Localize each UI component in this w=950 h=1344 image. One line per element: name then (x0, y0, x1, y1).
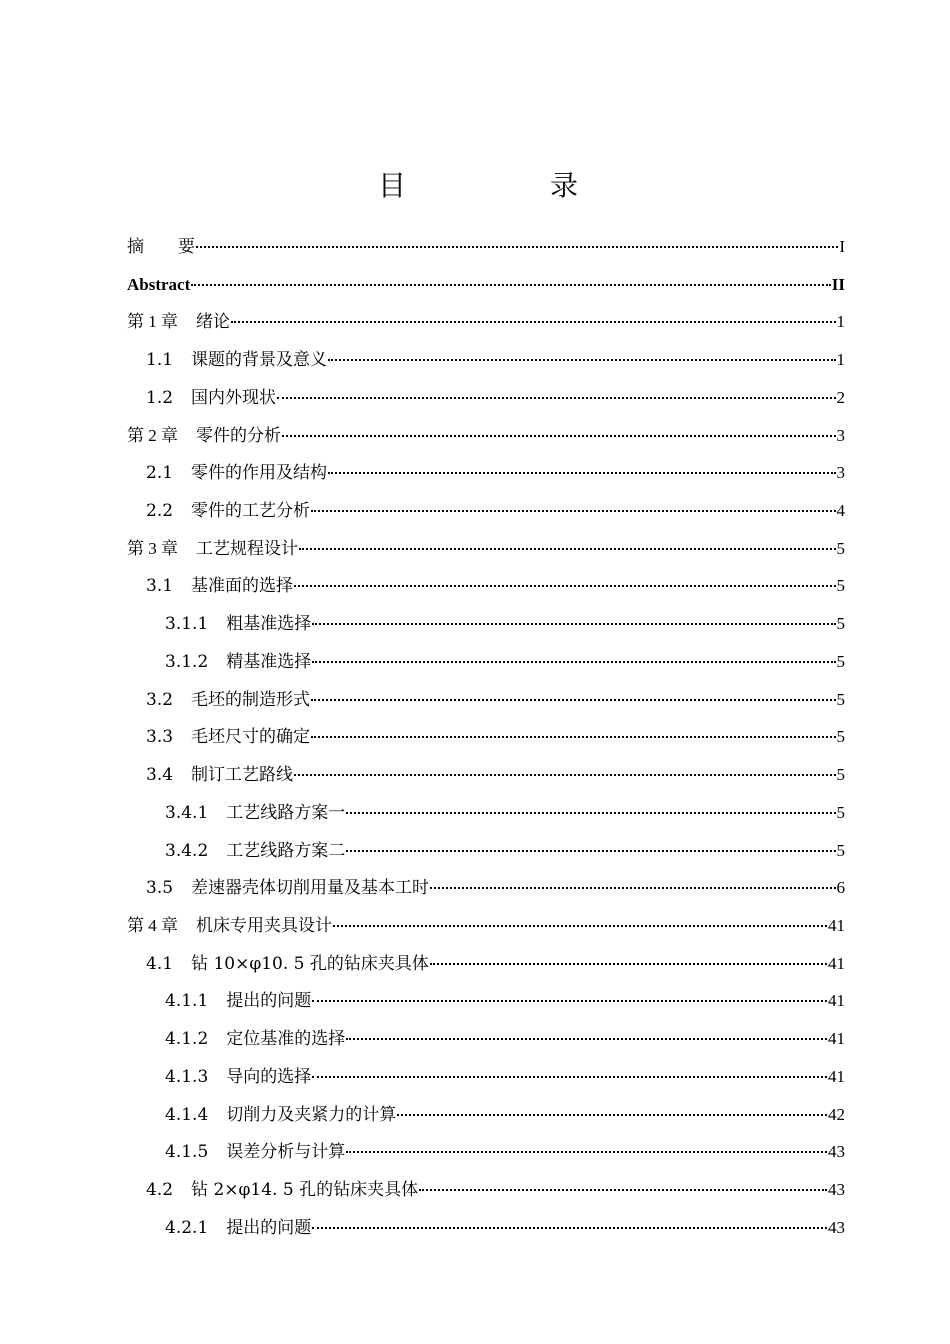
toc-entry-label: 定位基准的选择 (226, 1029, 346, 1050)
toc-entry-label: 摘 要 (127, 237, 195, 257)
toc-entry-3-5[interactable] (127, 869, 845, 907)
toc-entry-number: 3.2 (146, 689, 174, 710)
toc-entry-label: 制订工艺路线 (191, 765, 294, 786)
toc-entry-label: 差速器壳体切削用量及基本工时 (191, 878, 430, 899)
toc-entry-4-2[interactable] (127, 1171, 845, 1209)
toc-page-number: 41 (828, 915, 845, 935)
toc-entry-abstract-cn[interactable] (127, 228, 845, 266)
toc-entry-1-2[interactable] (127, 379, 845, 417)
toc-list (127, 228, 845, 1246)
toc-entry-number: 2.2 (146, 501, 174, 522)
toc-entry-3-4-2[interactable] (127, 832, 845, 870)
dot-leader (346, 1151, 827, 1153)
toc-entry-4-2-1[interactable] (127, 1209, 845, 1247)
toc-entry-label: 毛坯尺寸的确定 (191, 727, 311, 748)
toc-entry-number: 4.1.5 (165, 1142, 209, 1163)
toc-entry-label: 绪论 (196, 312, 230, 333)
toc-page-number: 5 (836, 727, 845, 747)
dot-leader (312, 1000, 827, 1002)
dot-leader (430, 887, 835, 889)
toc-entry-label: 切削力及夹紧力的计算 (226, 1104, 397, 1125)
dot-leader (328, 359, 835, 361)
toc-entry-abstract-en[interactable] (127, 266, 845, 304)
dot-leader (312, 1076, 827, 1078)
toc-page-number: 5 (836, 689, 845, 709)
dot-leader (294, 774, 835, 776)
toc-page-number: 3 (836, 463, 845, 483)
toc-entry-label: 机床专用夹具设计 (196, 915, 332, 936)
toc-page-number: 2 (836, 387, 845, 407)
toc-entry-label: 课题的背景及意义 (191, 350, 328, 371)
toc-entry-3-4[interactable] (127, 756, 845, 794)
toc-entry-chapter-1[interactable] (127, 303, 845, 341)
dot-leader (397, 1114, 827, 1116)
toc-page-number: 5 (836, 538, 845, 558)
toc-entry-3-1[interactable] (127, 567, 845, 605)
dot-leader (191, 284, 831, 286)
dot-leader (430, 963, 827, 965)
toc-entry-label: 基准面的选择 (191, 576, 294, 597)
dot-leader (346, 812, 835, 814)
toc-page-number: 1 (836, 312, 845, 332)
toc-entry-label: 毛坯的制造形式 (191, 689, 311, 710)
dot-leader (311, 510, 835, 512)
toc-entry-3-2[interactable] (127, 681, 845, 719)
dot-leader (328, 472, 835, 474)
dot-leader (346, 1038, 827, 1040)
toc-entry-label: 误差分析与计算 (226, 1142, 346, 1163)
toc-entry-number: 4.1 (146, 953, 174, 974)
toc-page-number: 5 (836, 576, 845, 596)
toc-entry-label: 零件的作用及结构 (191, 463, 328, 484)
toc-entry-2-2[interactable] (127, 492, 845, 530)
toc-entry-4-1-4[interactable] (127, 1096, 845, 1134)
toc-entry-1-1[interactable] (127, 341, 845, 379)
toc-page-number: 5 (836, 651, 845, 671)
dot-leader (333, 925, 827, 927)
toc-entry-label: Abstract (127, 274, 191, 294)
toc-page-number: 41 (828, 1066, 845, 1086)
toc-entry-number: 2.1 (146, 463, 174, 484)
toc-page-number: 43 (828, 1217, 845, 1237)
dot-leader (312, 623, 835, 625)
toc-entry-chapter-4[interactable] (127, 907, 845, 945)
toc-page-number: 5 (836, 802, 845, 822)
dot-leader (277, 397, 835, 399)
dot-leader (346, 850, 835, 852)
toc-entry-3-1-2[interactable] (127, 643, 845, 681)
toc-entry-label: 零件的工艺分析 (191, 501, 311, 522)
toc-entry-number: 第 3 章 (127, 538, 178, 558)
toc-entry-chapter-3[interactable] (127, 530, 845, 568)
toc-entry-3-4-1[interactable] (127, 794, 845, 832)
toc-page-number: 41 (828, 953, 845, 973)
toc-entry-number: 1.1 (146, 350, 174, 371)
dot-leader (311, 736, 835, 738)
toc-entry-number: 4.1.3 (165, 1066, 209, 1087)
toc-entry-4-1-1[interactable] (127, 982, 845, 1020)
toc-page-number: 41 (828, 1029, 845, 1049)
toc-entry-number: 3.4 (146, 765, 174, 786)
dot-leader (311, 699, 835, 701)
toc-entry-number: 4.1.1 (165, 991, 209, 1012)
toc-entry-number: 3.5 (146, 878, 174, 899)
toc-entry-label: 粗基准选择 (226, 614, 312, 635)
dot-leader (312, 661, 835, 663)
toc-page-number: 5 (836, 840, 845, 860)
toc-entry-label: 国内外现状 (191, 387, 277, 408)
toc-entry-number: 4.2.1 (165, 1217, 209, 1238)
dot-leader (196, 246, 838, 248)
toc-entry-chapter-2[interactable] (127, 417, 845, 455)
toc-entry-number: 3.3 (146, 727, 174, 748)
toc-title: 目 录 (377, 169, 636, 202)
toc-page-number: II (831, 274, 845, 294)
toc-entry-number: 4.2 (146, 1179, 174, 1200)
toc-entry-label: 提出的问题 (226, 991, 312, 1012)
toc-entry-number: 第 2 章 (127, 425, 178, 445)
toc-page-number: 41 (828, 991, 845, 1011)
toc-entry-3-1-1[interactable] (127, 605, 845, 643)
toc-page-number: 43 (828, 1179, 845, 1199)
toc-entry-number: 3.1 (146, 576, 174, 597)
toc-entry-2-1[interactable] (127, 454, 845, 492)
toc-entry-4-1-2[interactable] (127, 1020, 845, 1058)
toc-entry-3-3[interactable] (127, 718, 845, 756)
toc-entry-number: 3.4.2 (165, 840, 209, 861)
toc-entry-label: 导向的选择 (226, 1066, 312, 1087)
dot-leader (294, 585, 835, 587)
toc-entry-4-1[interactable] (127, 945, 845, 983)
toc-page-number: 42 (828, 1104, 845, 1124)
toc-page-number: I (839, 237, 845, 256)
toc-entry-number: 3.1.1 (165, 614, 209, 635)
toc-page-number: 1 (836, 350, 845, 370)
toc-page-number: 43 (828, 1142, 845, 1162)
toc-entry-label: 工艺线路方案一 (226, 802, 346, 823)
toc-entry-4-1-5[interactable] (127, 1133, 845, 1171)
dot-leader (282, 435, 836, 437)
dot-leader (419, 1189, 827, 1191)
toc-entry-number: 第 1 章 (127, 312, 178, 332)
dot-leader (231, 321, 836, 323)
toc-entry-label: 精基准选择 (226, 651, 312, 672)
toc-entry-label: 零件的分析 (196, 425, 281, 446)
toc-entry-label: 钻 10×φ10. 5 孔的钻床夹具体 (191, 953, 429, 974)
toc-entry-number: 第 4 章 (127, 915, 178, 935)
toc-entry-4-1-3[interactable] (127, 1058, 845, 1096)
toc-entry-label: 钻 2×φ14. 5 孔的钻床夹具体 (191, 1179, 419, 1200)
dot-leader (299, 548, 836, 550)
toc-page-number: 3 (836, 425, 845, 445)
toc-page-number: 4 (836, 501, 845, 521)
toc-entry-number: 4.1.2 (165, 1029, 209, 1050)
toc-entry-number: 3.1.2 (165, 651, 209, 672)
toc-entry-label: 提出的问题 (226, 1217, 312, 1238)
toc-page-number: 5 (836, 614, 845, 634)
toc-entry-label: 工艺线路方案二 (226, 840, 346, 861)
toc-page-number: 6 (836, 878, 845, 898)
dot-leader (312, 1227, 827, 1229)
toc-entry-number: 3.4.1 (165, 802, 209, 823)
toc-page-number: 5 (836, 765, 845, 785)
toc-entry-number: 1.2 (146, 387, 174, 408)
toc-entry-number: 4.1.4 (165, 1104, 209, 1125)
toc-entry-label: 工艺规程设计 (196, 538, 298, 559)
